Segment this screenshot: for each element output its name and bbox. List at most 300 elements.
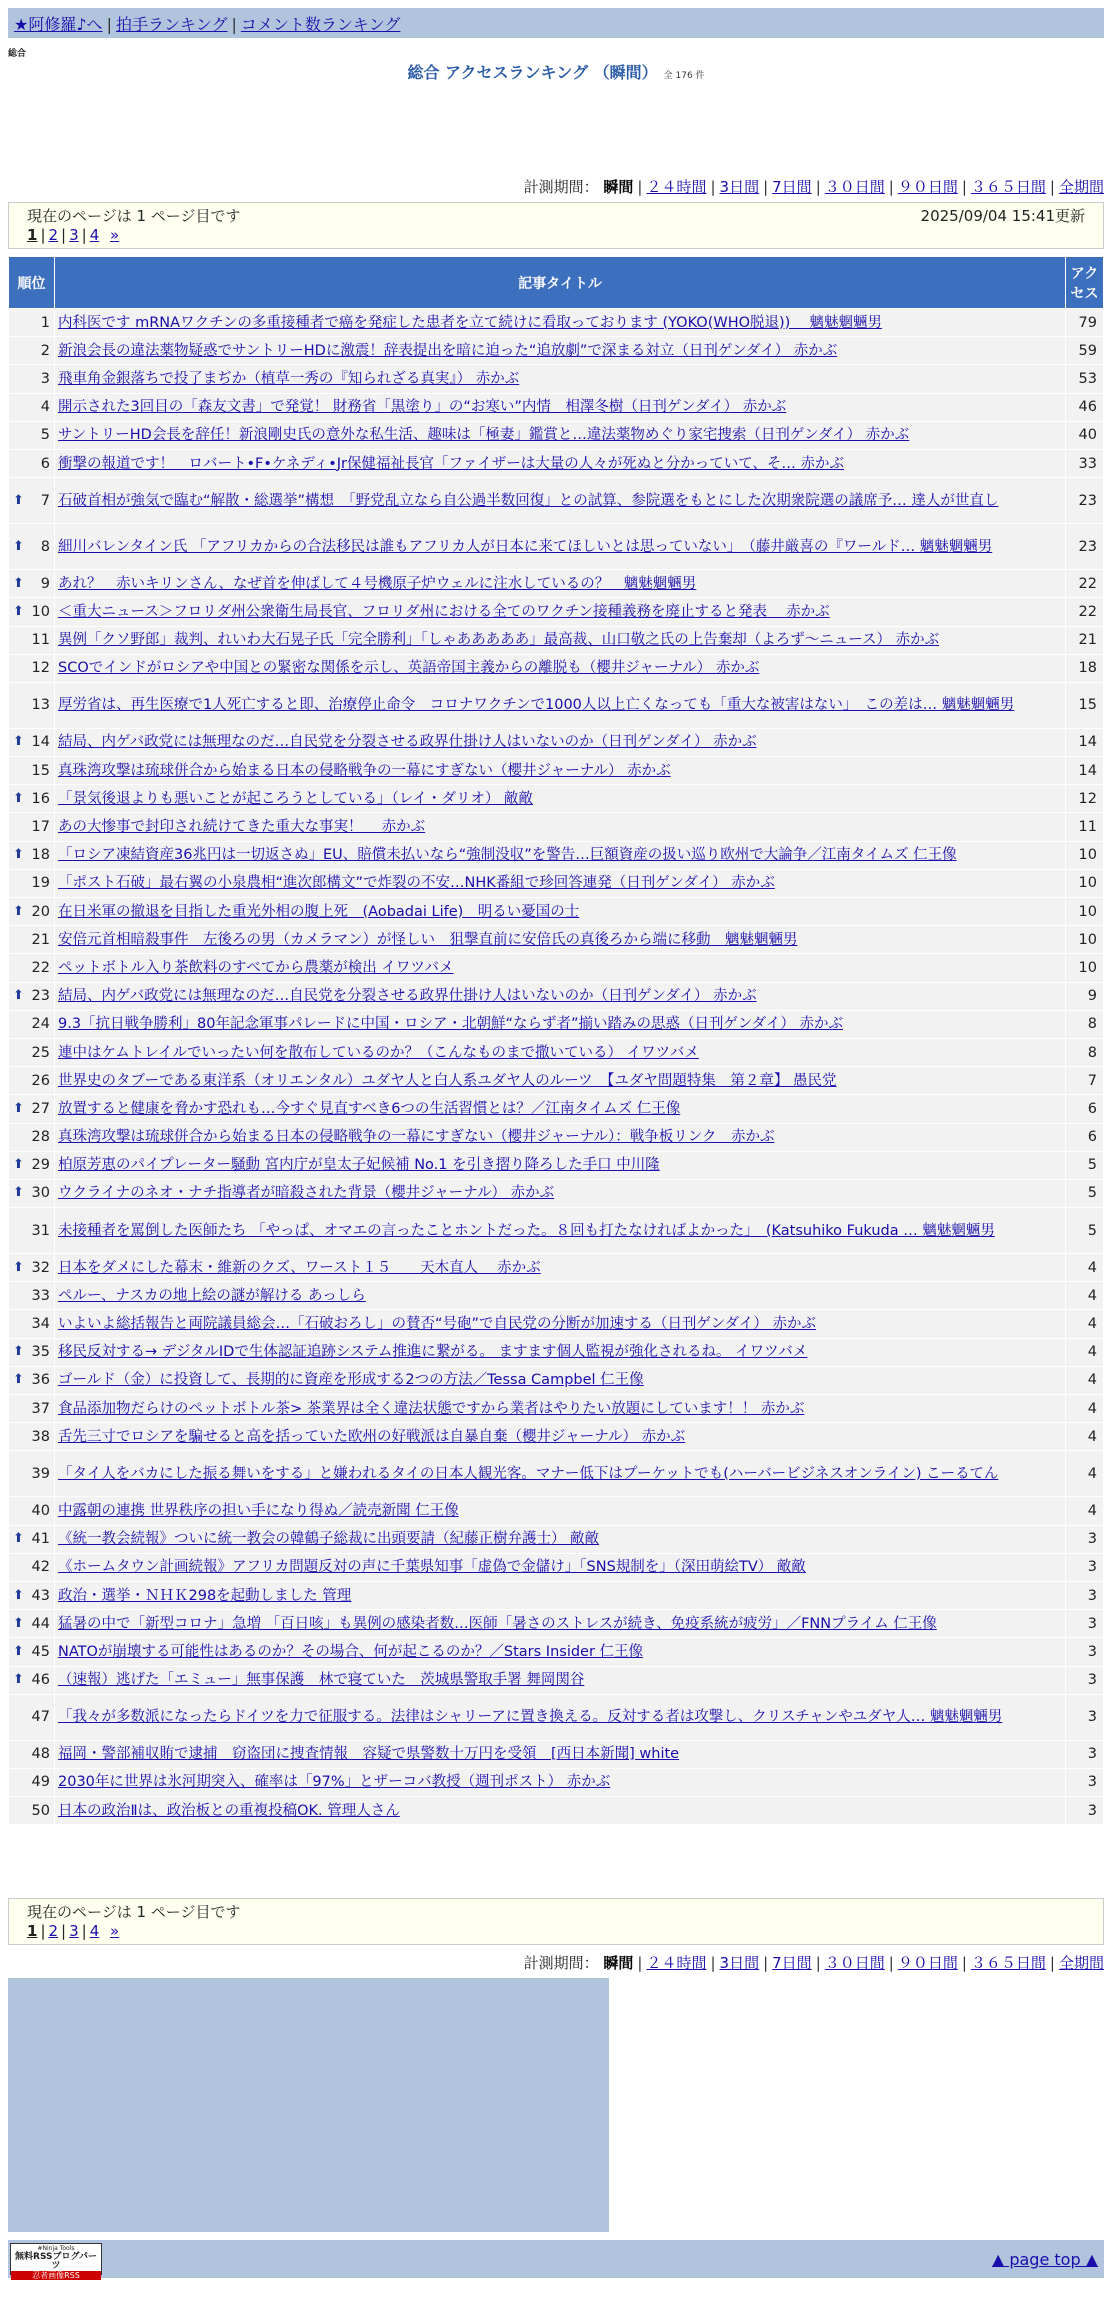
period-current: 瞬間: [603, 178, 634, 196]
rank-cell: [9, 898, 55, 926]
logo-line: 忍者画像RSS: [11, 2271, 101, 2280]
title-cell: [55, 337, 1066, 365]
table-row: [9, 365, 1104, 393]
rank-number: 47: [31, 1709, 50, 1726]
article-link[interactable]: ウクライナのネオ・ナチ指導者が暗殺された背景（櫻井ジャーナル） 赤かぶ: [58, 1185, 555, 1202]
title-cell: [55, 421, 1066, 449]
rank-cell: [9, 1666, 55, 1694]
title-cell: [55, 654, 1066, 682]
article-link[interactable]: （速報）逃げた「エミュー」無事保護 林で寝ていた 茨城県警取手署 舞岡関谷: [58, 1672, 585, 1689]
table-row: [9, 1740, 1104, 1768]
access-count: 23: [1066, 524, 1104, 570]
table-row: [9, 1797, 1104, 1825]
rank-cell: [9, 813, 55, 841]
rank-number: 3: [40, 370, 50, 387]
rank-up-arrow-icon: ⬆: [13, 988, 24, 1004]
article-link[interactable]: 舌先三寸でロシアを騙せると高を括っていた欧州の好戦派は自暴自棄（櫻井ジャーナル） 赤かぶ: [58, 1428, 686, 1445]
rank-number: 45: [31, 1643, 50, 1660]
rank-cell: [9, 757, 55, 785]
title-cell: [55, 1179, 1066, 1207]
rank-cell: [9, 1310, 55, 1338]
article-link[interactable]: 細川バレンタイン氏 「アフリカからの合法移民は誰もアフリカ人が日本に来てほしいとは思っていない」 （藤井厳喜の『ワールド… 魑魅魍魎男: [58, 538, 993, 555]
rank-cell: [9, 1525, 55, 1553]
title-cell: [55, 728, 1066, 756]
article-link[interactable]: 日本の政治Ⅱは、政治板との重複投稿OK. 管理人さん: [58, 1802, 400, 1819]
article-link[interactable]: いよいよ総括報告と両院議員総会…「石破おろし」の賛否“号砲”で自民党の分断が加速する（日刊ゲンダイ） 赤かぶ: [58, 1316, 816, 1333]
article-link[interactable]: 新浪会長の違法薬物疑惑でサントリーHDに激震！辞表提出を暗に迫った“追放劇”で深まる対立（日刊ゲンダイ） 赤かぶ: [58, 342, 838, 359]
title-cell: [55, 626, 1066, 654]
article-link[interactable]: 開示された3回目の「森友文書」で発覚！ 財務省「黒塗り」の“お寒い”内情 相澤冬樹（日刊ゲンダイ） 赤かぶ: [58, 399, 787, 416]
period-link-30d[interactable]: ３０日間: [824, 178, 885, 196]
access-count: 79: [1066, 309, 1104, 337]
table-row: [9, 654, 1104, 682]
title-cell: [55, 365, 1066, 393]
article-link[interactable]: 「ポスト石破」最右翼の小泉農相“進次郎構文”で炸裂の不安…NHK番組で珍回答連発（日刊ゲンダイ） 赤かぶ: [58, 875, 775, 892]
access-count: 3: [1066, 1694, 1104, 1740]
rank-up-arrow-icon: ⬆: [13, 734, 24, 750]
period-current: 瞬間: [603, 1954, 634, 1972]
page-next-link[interactable]: »: [110, 226, 120, 244]
access-count: 33: [1066, 449, 1104, 477]
period-link-all[interactable]: 全期間: [1058, 1954, 1104, 1972]
table-row: [9, 1310, 1104, 1338]
nav-link-applause-ranking[interactable]: 拍手ランキング: [115, 15, 228, 34]
rank-cell: [9, 449, 55, 477]
article-link[interactable]: ペルー、ナスカの地上絵の謎が解ける あっしら: [58, 1287, 366, 1304]
access-count: 4: [1066, 1338, 1104, 1366]
rank-number: 4: [40, 399, 50, 416]
rank-number: 50: [31, 1802, 50, 1819]
article-link[interactable]: 柏原芳恵のパイプレーター騒動 宮内庁が皇太子妃候補 No.1 を引き摺り降ろした手口 中川隆: [58, 1157, 660, 1174]
period-link-365d[interactable]: ３６５日間: [970, 1954, 1046, 1972]
article-link[interactable]: 猛暑の中で「新型コロナ」急増 「百日咳」も異例の感染者数…医師「暑さのストレスが続き、免疫系統が疲労」／FNNプライム 仁王像: [58, 1615, 937, 1632]
page-link-3[interactable]: 3: [69, 1922, 79, 1940]
rank-cell: [9, 1581, 55, 1609]
header-title: 記事タイトル: [55, 257, 1066, 309]
rank-number: 30: [31, 1185, 50, 1202]
access-count: 22: [1066, 598, 1104, 626]
period-link-3d[interactable]: 3日間: [719, 1954, 760, 1972]
title-cell: [55, 1666, 1066, 1694]
rank-up-arrow-icon: ⬆: [13, 1531, 24, 1547]
rank-number: 39: [31, 1465, 50, 1482]
title-cell: [55, 1310, 1066, 1338]
access-count: 3: [1066, 1768, 1104, 1796]
table-row: [9, 1208, 1104, 1254]
title-cell: [55, 1123, 1066, 1151]
access-count: 12: [1066, 785, 1104, 813]
article-link[interactable]: 世界史のタブーである東洋系（オリエンタル）ユダヤ人と白人系ユダヤ人のルーツ 【ユダヤ問題特集 第２章】 愚民党: [58, 1072, 837, 1089]
rank-up-arrow-icon: ⬆: [13, 903, 24, 919]
header-access: アクセス: [1066, 257, 1104, 309]
page-link-3[interactable]: 3: [69, 226, 79, 244]
page-title-text: 総合 アクセスランキング （瞬間）: [407, 63, 658, 82]
rank-number: 38: [31, 1428, 50, 1445]
page-current: 1: [27, 226, 38, 244]
table-row: [9, 1338, 1104, 1366]
ranking-table: [8, 256, 1104, 1825]
logo-line: #Ninja Tools: [37, 2245, 75, 2252]
title-cell: [55, 1451, 1066, 1497]
page-link-2[interactable]: 2: [48, 1922, 59, 1940]
table-row: [9, 1282, 1104, 1310]
rank-cell: [9, 1010, 55, 1038]
rank-number: 49: [31, 1774, 50, 1791]
rank-up-arrow-icon: ⬆: [13, 1259, 24, 1275]
rank-up-arrow-icon: ⬆: [13, 1672, 24, 1688]
table-row: [9, 337, 1104, 365]
rank-number: 46: [31, 1672, 50, 1689]
access-count: 46: [1066, 393, 1104, 421]
total-count: 全 176 件: [663, 71, 705, 81]
access-count: 4: [1066, 1310, 1104, 1338]
article-link[interactable]: 石破首相が強気で臨む“解散・総選挙”構想 「野党乱立なら自公過半数回復」との試算、参院選をもとにした次期衆院選の議席予… 達人が世直し: [58, 492, 999, 509]
rank-number: 31: [31, 1222, 50, 1239]
access-count: 5: [1066, 1151, 1104, 1179]
header-rank: 順位: [9, 257, 55, 309]
rank-cell: [9, 421, 55, 449]
rank-number: 20: [31, 903, 50, 920]
rank-up-arrow-icon: ⬆: [13, 1372, 24, 1388]
table-row: [9, 682, 1104, 728]
table-row: [9, 1123, 1104, 1151]
rank-up-arrow-icon: ⬆: [13, 492, 24, 508]
access-count: 53: [1066, 365, 1104, 393]
rank-number: 16: [31, 790, 50, 807]
table-row: [9, 598, 1104, 626]
article-link[interactable]: 安倍元首相暗殺事件 左後ろの男（カメラマン）が怪しい 狙撃直前に安倍氏の真後ろから端に移動 魑魅魍魎男: [58, 931, 798, 948]
article-link[interactable]: 《ホームタウン計画続報》アフリカ問題反対の声に千葉県知事「虚偽で金儲け」「SNS規制を」（深田萌絵TV） 敵敵: [58, 1559, 806, 1576]
article-link[interactable]: 衝撃の報道です！ ロバート•F•ケネディ•Jr保健福祉長官「ファイザーは大量の人々が死ぬと分かっていて、そ… 赤かぶ: [58, 455, 845, 472]
access-count: 3: [1066, 1525, 1104, 1553]
rank-cell: [9, 1151, 55, 1179]
access-count: 15: [1066, 682, 1104, 728]
rank-cell: [9, 309, 55, 337]
title-cell: [55, 813, 1066, 841]
article-link[interactable]: 厚労省は、再生医療で1人死亡すると即、治療停止命令 コロナワクチンで1000人以上亡くなっても「重大な被害はない」 この差は… 魑魅魍魎男: [58, 697, 1015, 714]
rank-number: 43: [31, 1587, 50, 1604]
table-header-row: [9, 257, 1104, 309]
rank-cell: [9, 654, 55, 682]
article-link[interactable]: 中露朝の連携 世界秩序の担い手になり得ぬ／読売新聞 仁王像: [58, 1502, 459, 1519]
table-row: [9, 1497, 1104, 1525]
rank-cell: [9, 478, 55, 524]
table-row: [9, 1038, 1104, 1066]
current-page-text: 現在のページは 1 ページ目です: [27, 1903, 241, 1921]
rank-cell: [9, 524, 55, 570]
access-count: 4: [1066, 1254, 1104, 1282]
rank-number: 41: [31, 1531, 50, 1548]
rank-up-arrow-icon: ⬆: [13, 1344, 24, 1360]
title-cell: [55, 1151, 1066, 1179]
table-row: [9, 1423, 1104, 1451]
table-row: [9, 1638, 1104, 1666]
title-cell: [55, 1254, 1066, 1282]
article-link[interactable]: 日本をダメにした幕末・維新のクズ、ワースト１５ 天木直人 赤かぶ: [58, 1259, 541, 1276]
access-count: 22: [1066, 570, 1104, 598]
title-cell: [55, 1423, 1066, 1451]
rank-number: 1: [40, 314, 50, 331]
article-link[interactable]: 「タイ人をバカにした振る舞いをする」と嫌われるタイの日本人観光客。マナー低下はプーケットでも(ハーバービジネスオンライン) こーるてん: [58, 1465, 999, 1482]
title-cell: [55, 1395, 1066, 1423]
article-link[interactable]: 未接種者を罵倒した医師たち 「やっぱ、オマエの言ったことホントだった。８回も打たなければよかった」 (Katsuhiko Fukuda … 魑魅魍魎男: [58, 1222, 995, 1239]
rank-cell: [9, 1740, 55, 1768]
article-link[interactable]: 福岡・警部補収賄で逮捕 窃盗団に捜査情報 容疑で県警数十万円を受領 [西日本新聞] white: [58, 1746, 680, 1763]
title-cell: [55, 1768, 1066, 1796]
rank-number: 7: [40, 492, 50, 509]
table-row: [9, 1366, 1104, 1394]
article-link[interactable]: 飛車角金銀落ちで投了まぢか（植草一秀の『知られざる真実』） 赤かぶ: [58, 370, 520, 387]
table-row: [9, 813, 1104, 841]
access-count: 3: [1066, 1666, 1104, 1694]
article-link[interactable]: 2030年に世界は氷河期突入、確率は「97%」とザーコバ教授（週刊ポスト） 赤かぶ: [58, 1774, 611, 1791]
rank-number: 13: [31, 697, 50, 714]
rank-number: 12: [31, 660, 50, 677]
table-row: [9, 309, 1104, 337]
title-cell: [55, 898, 1066, 926]
article-link[interactable]: 「ロシア凍結資産36兆円は一切返さぬ」EU、賠償未払いなら“強制没収”を警告…巨額資産の扱い巡り欧州で大論争／江南タイムズ 仁王像: [58, 847, 957, 864]
period-link-7d[interactable]: 7日間: [772, 1954, 812, 1972]
ninja-tools-logo[interactable]: [10, 2243, 102, 2280]
article-link[interactable]: ペットボトル入り茶飲料のすべてから農薬が検出 イワツバメ: [58, 959, 454, 976]
table-row: [9, 626, 1104, 654]
period-label: 計測期間：: [523, 1954, 599, 1972]
title-cell: [55, 682, 1066, 728]
rank-cell: [9, 1123, 55, 1151]
title-cell: [55, 393, 1066, 421]
article-link[interactable]: サントリーHD会長を辞任！新浪剛史氏の意外な私生活、趣味は「極妻」鑑賞と…違法薬物めぐり家宅捜索（日刊ゲンダイ） 赤かぶ: [58, 427, 910, 444]
rank-cell: [9, 1208, 55, 1254]
access-count: 21: [1066, 626, 1104, 654]
period-link-3d[interactable]: 3日間: [719, 178, 760, 196]
rank-number: 21: [31, 931, 50, 948]
article-link[interactable]: 連中はケムトレイルでいったい何を散布しているのか？（こんなものまで撒いている） イワツバメ: [58, 1044, 699, 1061]
rank-cell: [9, 393, 55, 421]
rank-cell: [9, 337, 55, 365]
rank-cell: [9, 954, 55, 982]
title-cell: [55, 1497, 1066, 1525]
category-label: 総合: [8, 49, 27, 59]
article-link[interactable]: ゴールド（金）に投資して、長期的に資産を形成する2つの方法／Tessa Campbel 仁王像: [58, 1372, 644, 1389]
title-cell: [55, 1366, 1066, 1394]
article-link[interactable]: 真珠湾攻撃は琉球併合から始まる日本の侵略戦争の一幕にすぎない（櫻井ジャーナル） 赤かぶ: [58, 762, 671, 779]
rank-cell: [9, 598, 55, 626]
table-row: [9, 1451, 1104, 1497]
rank-cell: [9, 1067, 55, 1095]
period-link-365d[interactable]: ３６５日間: [970, 178, 1046, 196]
nav-link-comment-ranking[interactable]: コメント数ランキング: [240, 15, 401, 34]
table-row: [9, 869, 1104, 897]
access-count: 9: [1066, 982, 1104, 1010]
article-link[interactable]: SCOでインドがロシアや中国との緊密な関係を示し、英語帝国主義からの離脱も（櫻井ジャーナル） 赤かぶ: [58, 660, 760, 677]
access-count: 3: [1066, 1581, 1104, 1609]
access-count: 18: [1066, 654, 1104, 682]
rank-number: 32: [31, 1259, 50, 1276]
article-link[interactable]: 放置すると健康を脅かす恐れも…今すぐ見直すべき6つの生活習慣とは？／江南タイムズ 仁王像: [58, 1100, 681, 1117]
access-count: 8: [1066, 1010, 1104, 1038]
rank-number: 42: [31, 1559, 50, 1576]
rank-cell: [9, 682, 55, 728]
page-link-2[interactable]: 2: [48, 226, 59, 244]
title-cell: [55, 1797, 1066, 1825]
article-link[interactable]: 「我々が多数派になったらドイツを力で征服する。法律はシャリーアに置き換える。反対する者は攻撃し、クリスチャンやユダヤ人… 魑魅魍魎男: [58, 1709, 1003, 1726]
article-link[interactable]: 内科医です mRNAワクチンの多重接種者で癌を発症した患者を立て続けに看取っております (YOKO(WHO脱退)) 魑魅魍魎男: [58, 314, 882, 331]
footer: [8, 2240, 1104, 2278]
rank-cell: [9, 982, 55, 1010]
title-cell: [55, 982, 1066, 1010]
ad-placeholder: [8, 1978, 609, 2232]
table-row: [9, 785, 1104, 813]
article-link[interactable]: 異例「クソ野郎」裁判、れいわ大石晃子氏「完全勝利」「しゃあああああ」最高裁、山口敬之氏の上告棄却（よろず～ニュース） 赤かぶ: [58, 632, 940, 649]
article-link[interactable]: 結局、内ゲバ政党には無理なのだ…自民党を分裂させる政界仕掛け人はいないのか（日刊ゲンダイ） 赤かぶ: [58, 734, 757, 751]
pagination: 1 | 2 | 3 | 4 »: [27, 1922, 120, 1940]
article-link[interactable]: 9.3「抗日戦争勝利」80年記念軍事パレードに中国・ロシア・北朝鮮“ならず者”揃い踏みの思惑（日刊ゲンダイ） 赤かぶ: [58, 1016, 843, 1033]
table-row: [9, 1151, 1104, 1179]
title-cell: [55, 309, 1066, 337]
period-link-90d[interactable]: ９０日間: [897, 1954, 958, 1972]
access-count: 3: [1066, 1610, 1104, 1638]
rank-cell: [9, 841, 55, 869]
rank-up-arrow-icon: ⬆: [13, 1100, 24, 1116]
article-link[interactable]: 「景気後退よりも悪いことが起ころうとしている」（レイ・ダリオ） 敵敵: [58, 790, 533, 807]
rank-cell: [9, 1610, 55, 1638]
rank-number: 33: [31, 1287, 50, 1304]
period-link-90d[interactable]: ９０日間: [897, 178, 958, 196]
page-link-4[interactable]: 4: [89, 1922, 100, 1940]
period-selector-bottom: 計測期間： 瞬間 | ２４時間 | 3日間 | 7日間 | ３０日間 | ９０日間 | ３６５日間 | 全期間: [523, 1954, 1104, 1972]
access-count: 4: [1066, 1282, 1104, 1310]
access-count: 14: [1066, 757, 1104, 785]
article-link[interactable]: 在日米軍の撤退を目指した重光外相の腹上死 (Aobadai Life) 明るい憂国の士: [58, 903, 580, 920]
title-cell: [55, 1610, 1066, 1638]
page-title: [0, 60, 1112, 83]
table-row: [9, 1666, 1104, 1694]
rank-cell: [9, 728, 55, 756]
rank-cell: [9, 1451, 55, 1497]
rank-up-arrow-icon: ⬆: [13, 1615, 24, 1631]
rank-number: 26: [31, 1072, 50, 1089]
rank-cell: [9, 1553, 55, 1581]
access-count: 11: [1066, 813, 1104, 841]
access-count: 59: [1066, 337, 1104, 365]
title-cell: [55, 1208, 1066, 1254]
title-cell: [55, 869, 1066, 897]
table-row: [9, 449, 1104, 477]
rank-number: 5: [40, 427, 50, 444]
article-link[interactable]: 《統一教会続報》ついに統一教会の韓鶴子総裁に出頭要請（紀藤正樹弁護士） 敵敵: [58, 1531, 600, 1548]
table-row: [9, 1694, 1104, 1740]
rank-number: 48: [31, 1746, 50, 1763]
article-link[interactable]: あれ？ 赤いキリンさん、なぜ首を伸ばして４号機原子炉ウェルに注水しているの？ 魑魅魍魎男: [58, 575, 697, 592]
title-cell: [55, 1282, 1066, 1310]
title-cell: [55, 524, 1066, 570]
title-cell: [55, 1038, 1066, 1066]
rank-cell: [9, 626, 55, 654]
rank-cell: [9, 1497, 55, 1525]
title-cell: [55, 1338, 1066, 1366]
access-count: 8: [1066, 1038, 1104, 1066]
access-count: 6: [1066, 1123, 1104, 1151]
article-link[interactable]: NATOが崩壊する可能性はあるのか？その場合、何が起こるのか？／Stars Insider 仁王像: [58, 1643, 644, 1660]
rank-number: 25: [31, 1044, 50, 1061]
article-link[interactable]: 移民反対する→ デジタルIDで生体認証追跡システム推進に繋がる。 ますます個人監視が強化されるね。 イワツバメ: [58, 1344, 808, 1361]
table-row: [9, 1010, 1104, 1038]
title-cell: [55, 1067, 1066, 1095]
period-link-24h[interactable]: ２４時間: [646, 178, 707, 196]
page-next-link[interactable]: »: [110, 1922, 120, 1940]
period-link-7d[interactable]: 7日間: [772, 178, 812, 196]
rank-number: 28: [31, 1129, 50, 1146]
rank-number: 35: [31, 1344, 50, 1361]
table-row: [9, 524, 1104, 570]
rank-number: 36: [31, 1372, 50, 1389]
table-row: [9, 393, 1104, 421]
nav-link-asyura[interactable]: ★阿修羅♪へ: [14, 15, 103, 34]
table-row: [9, 1553, 1104, 1581]
rank-cell: [9, 1179, 55, 1207]
rank-cell: [9, 926, 55, 954]
rank-number: 11: [31, 632, 50, 649]
page-link-4[interactable]: 4: [89, 226, 100, 244]
rank-up-arrow-icon: ⬆: [13, 575, 24, 591]
rank-number: 27: [31, 1100, 50, 1117]
rank-cell: [9, 1254, 55, 1282]
article-link[interactable]: 結局、内ゲバ政党には無理なのだ…自民党を分裂させる政界仕掛け人はいないのか（日刊ゲンダイ） 赤かぶ: [58, 988, 757, 1005]
table-row: [9, 1395, 1104, 1423]
access-count: 3: [1066, 1638, 1104, 1666]
period-selector-top: 計測期間： 瞬間 | ２４時間 | 3日間 | 7日間 | ３０日間 | ９０日間 | ３６５日間 | 全期間: [523, 178, 1104, 196]
table-row: [9, 728, 1104, 756]
pager-top: [8, 202, 1104, 249]
article-link[interactable]: 真珠湾攻撃は琉球併合から始まる日本の侵略戦争の一幕にすぎない（櫻井ジャーナル）：戦争板リンク 赤かぶ: [58, 1129, 775, 1146]
rank-number: 37: [31, 1400, 50, 1417]
title-cell: [55, 1525, 1066, 1553]
title-cell: [55, 785, 1066, 813]
rank-number: 18: [31, 847, 50, 864]
rank-up-arrow-icon: ⬆: [13, 790, 24, 806]
table-row: [9, 478, 1104, 524]
period-link-30d[interactable]: ３０日間: [824, 1954, 885, 1972]
article-link[interactable]: ＜重大ニュース＞フロリダ州公衆衛生局長官、フロリダ州における全てのワクチン接種義務を廃止すると発表 赤かぶ: [58, 603, 830, 620]
access-count: 5: [1066, 1208, 1104, 1254]
pagination: 1 | 2 | 3 | 4 »: [27, 226, 120, 244]
article-link[interactable]: 食品添加物だらけのペットボトル茶> 茶業界は全く違法状態ですから業者はやりたい放題にしています！！ 赤かぶ: [58, 1400, 805, 1417]
pager-bottom: [8, 1898, 1104, 1945]
title-cell: [55, 757, 1066, 785]
period-label: 計測期間：: [523, 178, 599, 196]
article-link[interactable]: 政治・選挙・ＮＨＫ298を起動しました 管理: [58, 1587, 352, 1604]
access-count: 4: [1066, 1423, 1104, 1451]
rank-up-arrow-icon: ⬆: [13, 603, 24, 619]
access-count: 10: [1066, 898, 1104, 926]
rank-cell: [9, 365, 55, 393]
rank-cell: [9, 785, 55, 813]
period-link-24h[interactable]: ２４時間: [646, 1954, 707, 1972]
access-count: 5: [1066, 1179, 1104, 1207]
rank-cell: [9, 1095, 55, 1123]
rank-cell: [9, 1423, 55, 1451]
table-row: [9, 1254, 1104, 1282]
title-cell: [55, 954, 1066, 982]
table-row: [9, 982, 1104, 1010]
period-link-all[interactable]: 全期間: [1058, 178, 1104, 196]
table-row: [9, 926, 1104, 954]
page-top-link[interactable]: ▲ page top ▲: [991, 2250, 1098, 2269]
rank-number: 15: [31, 762, 50, 779]
rank-cell: [9, 1338, 55, 1366]
article-link[interactable]: あの大惨事で封印され続けてきた重大な事実！ 赤かぶ: [58, 819, 426, 836]
table-row: [9, 1768, 1104, 1796]
